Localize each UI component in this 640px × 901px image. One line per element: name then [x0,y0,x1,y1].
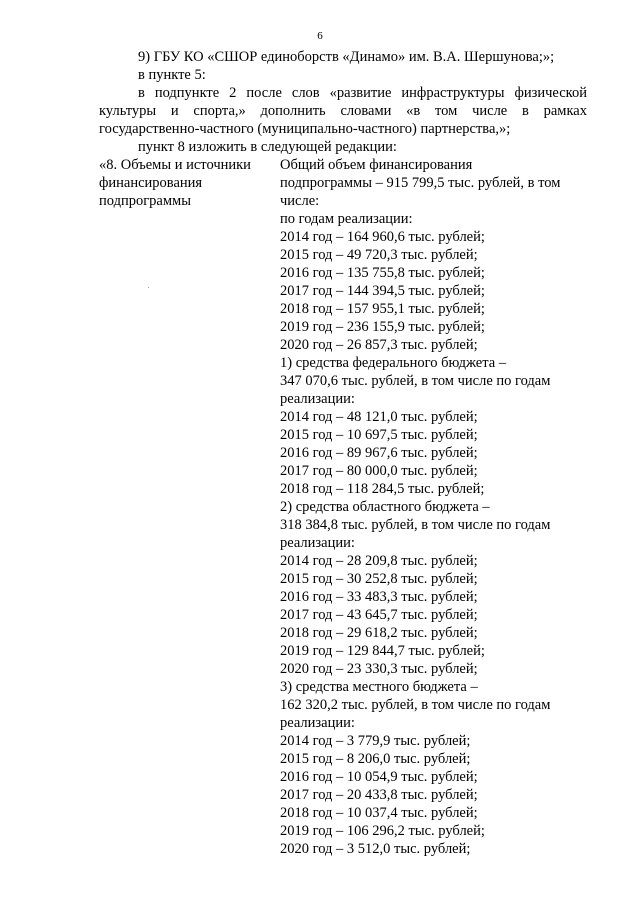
total-line-3: числе: [280,193,320,209]
word: средства [295,355,349,371]
financing-table [99,156,587,858]
word: объем [328,157,366,173]
year-line: 2015 год – 30 252,8 тыс. рублей; [280,571,478,587]
label-line: подпрограммы [99,193,191,209]
federal-line-2: 347 070,6 тыс. рублей, в том числе по годам [280,373,551,389]
year-line: 2020 год – 3 512,0 тыс. рублей; [280,841,471,857]
point-5: в пункте 5: [138,67,206,83]
word: – [482,499,490,515]
label-line: финансирования [99,175,203,191]
federal-head [280,354,587,372]
regional-head [280,498,587,516]
year-line: 2014 год – 164 960,6 тыс. рублей; [280,229,485,245]
total-years-list [280,228,587,354]
year-line: 2016 год – 10 054,9 тыс. рублей; [280,769,478,785]
word: бюджета [441,355,496,371]
point-8: пункт 8 изложить в следующей редакции: [138,139,397,155]
regional-line-2: 318 384,8 тыс. рублей, в том числе по годам [280,517,551,533]
word: областного [352,499,422,515]
year-line: 2014 год – 28 209,8 тыс. рублей; [280,553,478,569]
year-line: 2014 год – 3 779,9 тыс. рублей; [280,733,471,749]
intro-text [99,48,587,156]
year-line: 2016 год – 89 967,6 тыс. рублей; [280,445,478,461]
local-line-2: 162 320,2 тыс. рублей, в том числе по годам [280,697,551,713]
year-line: 2020 год – 23 330,3 тыс. рублей; [280,661,478,677]
year-line: 2015 год – 8 206,0 тыс. рублей; [280,751,471,767]
year-line: 2016 год – 135 755,8 тыс. рублей; [280,265,485,281]
year-line: 2019 год – 106 296,2 тыс. рублей; [280,823,485,839]
federal-years-list [280,408,587,498]
financing-label [99,156,274,858]
year-line: 2014 год – 48 121,0 тыс. рублей; [280,409,478,425]
word: – [470,679,478,695]
federal-line-3: реализации: [280,391,355,407]
year-line: 2017 год – 20 433,8 тыс. рублей; [280,787,478,803]
word: 3) [280,679,293,695]
year-line: 2019 год – 129 844,7 тыс. рублей; [280,643,485,659]
word: 2) [280,499,293,515]
regional-years-list [280,552,587,678]
year-line: 2016 год – 33 483,3 тыс. рублей; [280,589,478,605]
word: средства [295,679,349,695]
year-line: 2018 год – 29 618,2 тыс. рублей; [280,625,478,641]
year-line: 2017 год – 80 000,0 тыс. рублей; [280,463,478,479]
word: средства [295,499,349,515]
year-line: 2018 год – 118 284,5 тыс. рублей; [280,481,485,497]
word: бюджета [424,499,479,515]
word: Общий [280,157,325,173]
financing-row [99,156,587,858]
year-line: 2018 год – 157 955,1 тыс. рублей; [280,301,485,317]
word: 1) [280,355,293,371]
scan-speck [148,287,149,288]
word: финансирования [369,157,473,173]
local-head [280,678,587,696]
local-line-3: реализации: [280,715,355,731]
page-number: 6 [317,30,323,42]
word: местного [352,679,410,695]
year-line: 2020 год – 26 857,3 тыс. рублей; [280,337,478,353]
word: федерального [352,355,438,371]
item-9: 9) ГБУ КО «СШОР единоборств «Динамо» им. В.А. Шершунова;»; [138,49,555,65]
subpoint-2: в подпункте 2 после слов «развитие инфраструктуры физической культуры и спорта,» дополнить словами «в том числе в рамках государственно-частного (муниципально-частного) партнерства,»; [99,85,587,137]
word: бюджета [412,679,467,695]
label-line: «8. Объемы и источники [99,157,251,173]
year-line: 2019 год – 236 155,9 тыс. рублей; [280,319,485,335]
total-line-1 [280,156,587,174]
year-line: 2015 год – 49 720,3 тыс. рублей; [280,247,478,263]
year-line: 2018 год – 10 037,4 тыс. рублей; [280,805,478,821]
year-line: 2017 год – 144 394,5 тыс. рублей; [280,283,485,299]
year-line: 2017 год – 43 645,7 тыс. рублей; [280,607,478,623]
total-line-2: подпрограммы – 915 799,5 тыс. рублей, в том [280,175,561,191]
local-years-list [280,732,587,858]
regional-line-3: реализации: [280,535,355,551]
year-line: 2015 год – 10 697,5 тыс. рублей; [280,427,478,443]
word: – [498,355,507,371]
financing-details [280,156,587,858]
by-years-line: по годам реализации: [280,211,413,227]
